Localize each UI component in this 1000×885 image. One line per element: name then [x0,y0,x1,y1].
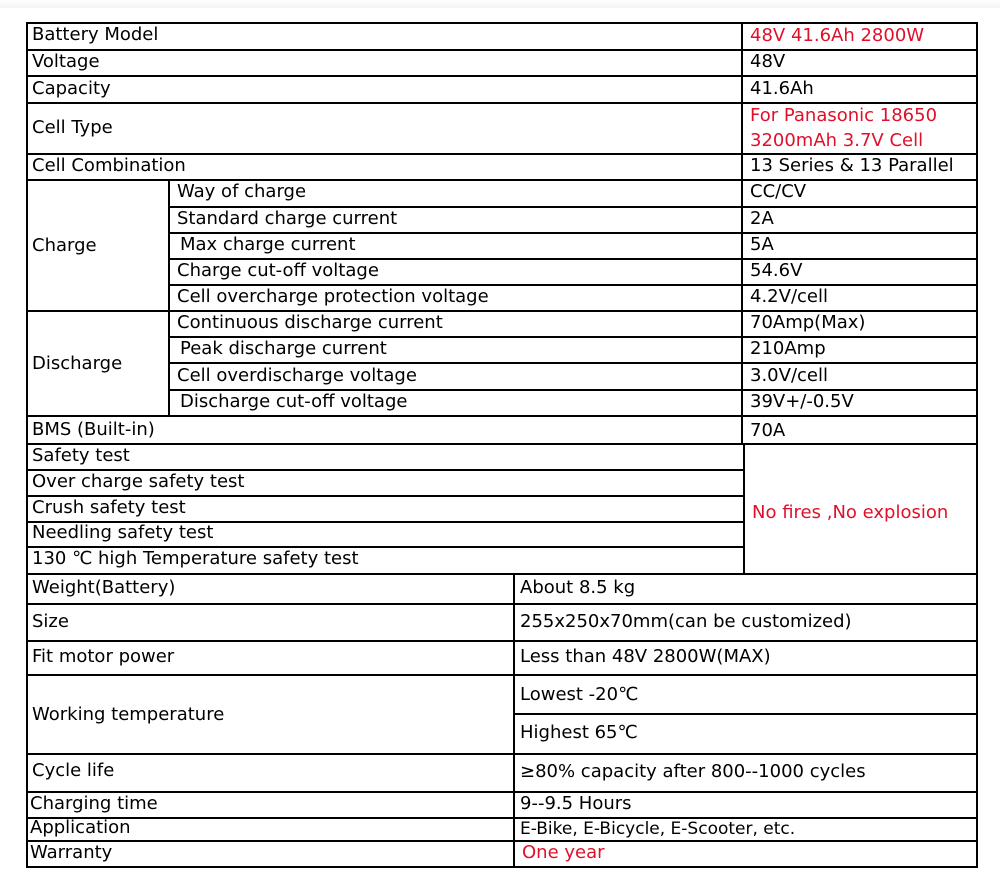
charge-row-label: Cell overcharge protection voltage [177,286,489,307]
warranty-label: Warranty [30,842,113,863]
discharge-row-label: Discharge cut-off voltage [180,391,408,412]
weight-value: About 8.5 kg [520,577,636,598]
table-rule-horizontal [26,443,978,445]
capacity-label: Capacity [32,78,111,99]
cell-type-label: Cell Type [32,117,113,138]
charge-row-value: 5A [750,234,774,255]
table-rule-horizontal [26,49,978,51]
fit-motor-power-value: Less than 48V 2800W(MAX) [520,646,771,667]
table-rule-vertical [743,443,745,575]
charge-row-value: CC/CV [750,181,807,202]
cycle-life-value: ≥80% capacity after 800--1000 cycles [520,761,866,782]
warranty-value: One year [522,842,605,863]
cycle-life-label: Cycle life [32,760,115,781]
safety-test-label: Safety test [32,445,130,466]
top-edge-strip [0,0,1000,8]
safety-test-label: 130 ℃ high Temperature safety test [32,548,359,569]
voltage-value: 48V [750,51,786,72]
application-value: E-Bike, E-Bicycle, E-Scooter, etc. [520,819,796,839]
cell-type-value-line1: For Panasonic 18650 [750,105,938,126]
table-rule-vertical [741,22,743,445]
table-rule-vertical [513,573,515,868]
discharge-row-label: Cell overdischarge voltage [177,365,417,386]
table-rule-vertical [168,179,170,417]
charging-time-value: 9--9.5 Hours [520,793,632,814]
charge-row-label: Max charge current [180,234,356,255]
cell-combination-value: 13 Series & 13 Parallel [750,155,954,176]
battery-model-label: Battery Model [32,24,159,45]
discharge-row-value: 70Amp(Max) [750,312,866,333]
table-rule-horizontal [26,866,978,868]
weight-label: Weight(Battery) [32,577,176,598]
table-rule-horizontal [26,791,978,793]
discharge-row-label: Peak discharge current [180,338,387,359]
discharge-row-value: 210Amp [750,338,826,359]
charge-row-label: Way of charge [177,181,307,202]
table-rule-horizontal [26,603,978,605]
table-rule-horizontal [26,640,978,642]
size-value: 255x250x70mm(can be customized) [520,611,852,632]
table-rule-horizontal [26,840,978,842]
charge-row-value: 4.2V/cell [750,286,828,307]
cell-type-value-line2: 3200mAh 3.7V Cell [750,130,924,151]
working-temperature-highest: Highest 65℃ [520,722,638,743]
discharge-row-value: 3.0V/cell [750,365,828,386]
table-rule-vertical [26,22,28,868]
table-rule-horizontal [26,573,978,575]
charge-row-label: Standard charge current [177,208,398,229]
charging-time-label: Charging time [30,793,158,814]
charge-row-value: 54.6V [750,260,803,281]
table-rule-horizontal [26,753,978,755]
voltage-label: Voltage [32,51,100,72]
safety-test-label: Needling safety test [32,522,214,543]
capacity-value: 41.6Ah [750,78,814,99]
table-rule-horizontal [26,817,978,819]
bms-label: BMS (Built-in) [32,419,155,440]
application-label: Application [30,817,131,838]
charge-row-value: 2A [750,208,774,229]
cell-combination-label: Cell Combination [32,155,186,176]
discharge-row-label: Continuous discharge current [177,312,443,333]
table-rule-vertical [976,22,978,868]
size-label: Size [32,611,69,632]
working-temperature-label: Working temperature [32,704,225,725]
table-rule-horizontal [26,75,978,77]
bms-value: 70A [750,420,786,441]
safety-test-label: Crush safety test [32,497,186,518]
charge-row-label: Charge cut-off voltage [177,260,379,281]
discharge-group-label: Discharge [32,353,123,374]
table-rule-horizontal [26,674,978,676]
discharge-row-value: 39V+/-0.5V [750,391,854,412]
battery-model-value: 48V 41.6Ah 2800W [750,25,925,46]
table-rule-horizontal [513,713,978,715]
safety-result: No fires ,No explosion [752,502,949,523]
fit-motor-power-label: Fit motor power [32,646,175,667]
charge-group-label: Charge [32,235,97,256]
safety-test-label: Over charge safety test [32,471,245,492]
working-temperature-lowest: Lowest -20℃ [520,684,639,705]
